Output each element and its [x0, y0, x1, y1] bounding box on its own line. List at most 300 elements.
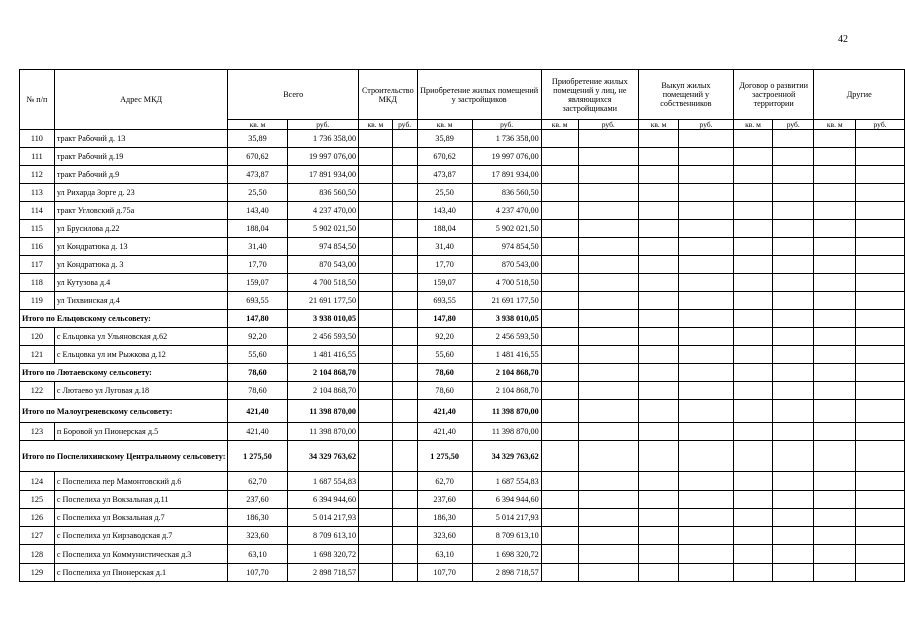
buyout-rub — [679, 400, 734, 423]
buyout-rub — [679, 382, 734, 400]
dev-sqm: 693,55 — [417, 292, 472, 310]
unit-rub: руб. — [679, 120, 734, 130]
table-row — [20, 202, 905, 220]
unit-rub: руб. — [856, 120, 905, 130]
buyout-sqm — [638, 202, 678, 220]
construction-rub — [392, 130, 417, 148]
row-address: ул Тихвинская д.4 — [54, 292, 228, 310]
buyout-rub — [679, 202, 734, 220]
nondev-rub — [578, 202, 638, 220]
other-sqm — [814, 274, 856, 292]
summary-row — [20, 364, 905, 382]
row-address: тракт Рабочий д. 13 — [54, 130, 228, 148]
summary-row — [20, 310, 905, 328]
nondev-rub — [578, 328, 638, 346]
total-sqm: 237,60 — [228, 491, 287, 509]
construction-rub — [392, 274, 417, 292]
nondev-rub — [578, 238, 638, 256]
other-sqm — [814, 292, 856, 310]
construction-rub — [392, 166, 417, 184]
total-sqm: 186,30 — [228, 509, 287, 527]
total-sqm: 147,80 — [228, 310, 287, 328]
buyout-sqm — [638, 364, 678, 382]
summary-label: Итого по Поспелихинскому Центральному сельсовету: — [20, 441, 228, 472]
total-rub: 1 698 320,72 — [287, 545, 359, 564]
buyout-rub — [679, 292, 734, 310]
dev-rub: 870 543,00 — [472, 256, 541, 274]
unit-rub: руб. — [472, 120, 541, 130]
other-sqm — [814, 472, 856, 491]
row-number: 127 — [20, 527, 55, 545]
row-number: 118 — [20, 274, 55, 292]
total-sqm: 670,62 — [228, 148, 287, 166]
row-address: тракт Угловский д.75а — [54, 202, 228, 220]
agreement-rub — [773, 423, 814, 441]
total-sqm: 78,60 — [228, 364, 287, 382]
agreement-rub — [773, 509, 814, 527]
agreement-sqm — [733, 184, 772, 202]
row-number: 117 — [20, 256, 55, 274]
total-sqm: 143,40 — [228, 202, 287, 220]
construction-sqm — [359, 400, 393, 423]
construction-rub — [392, 202, 417, 220]
nondev-sqm — [541, 472, 578, 491]
nondev-sqm — [541, 545, 578, 564]
row-address: с Лютаево ул Луговая д.18 — [54, 382, 228, 400]
unit-rub: руб. — [287, 120, 359, 130]
nondev-rub — [578, 220, 638, 238]
unit-sqm: кв. м — [638, 120, 678, 130]
dev-rub: 5 014 217,93 — [472, 509, 541, 527]
row-number: 121 — [20, 346, 55, 364]
buyout-rub — [679, 220, 734, 238]
row-address: п Боровой ул Пионерская д.5 — [54, 423, 228, 441]
other-sqm — [814, 310, 856, 328]
buyout-sqm — [638, 382, 678, 400]
row-number: 112 — [20, 166, 55, 184]
row-address: ул Кондратюка д. 13 — [54, 238, 228, 256]
nondev-rub — [578, 130, 638, 148]
dev-sqm: 62,70 — [417, 472, 472, 491]
table-row — [20, 527, 905, 545]
row-address: тракт Рабочий д.9 — [54, 166, 228, 184]
row-number: 125 — [20, 491, 55, 509]
buyout-rub — [679, 256, 734, 274]
row-number: 110 — [20, 130, 55, 148]
dev-rub: 4 237 470,00 — [472, 202, 541, 220]
agreement-rub — [773, 382, 814, 400]
buyout-sqm — [638, 184, 678, 202]
total-rub: 3 938 010,05 — [287, 310, 359, 328]
buyout-rub — [679, 364, 734, 382]
total-rub: 2 104 868,70 — [287, 382, 359, 400]
other-rub — [856, 441, 905, 472]
construction-rub — [392, 256, 417, 274]
construction-sqm — [359, 491, 393, 509]
nondev-rub — [578, 166, 638, 184]
other-rub — [856, 202, 905, 220]
nondev-sqm — [541, 274, 578, 292]
dev-sqm: 237,60 — [417, 491, 472, 509]
total-rub: 11 398 870,00 — [287, 400, 359, 423]
nondev-sqm — [541, 148, 578, 166]
total-sqm: 107,70 — [228, 564, 287, 582]
table-row — [20, 292, 905, 310]
dev-rub: 17 891 934,00 — [472, 166, 541, 184]
total-rub: 21 691 177,50 — [287, 292, 359, 310]
agreement-rub — [773, 274, 814, 292]
agreement-rub — [773, 545, 814, 564]
table-row — [20, 238, 905, 256]
other-sqm — [814, 545, 856, 564]
total-rub: 2 456 593,50 — [287, 328, 359, 346]
dev-rub: 4 700 518,50 — [472, 274, 541, 292]
nondev-rub — [578, 491, 638, 509]
row-address: с Ельцовка ул им Рыжкова д.12 — [54, 346, 228, 364]
other-sqm — [814, 527, 856, 545]
nondev-sqm — [541, 346, 578, 364]
agreement-rub — [773, 148, 814, 166]
construction-sqm — [359, 509, 393, 527]
nondev-sqm — [541, 310, 578, 328]
buyout-sqm — [638, 256, 678, 274]
construction-sqm — [359, 166, 393, 184]
construction-rub — [392, 564, 417, 582]
row-number: 122 — [20, 382, 55, 400]
agreement-sqm — [733, 130, 772, 148]
total-rub: 4 700 518,50 — [287, 274, 359, 292]
total-rub: 19 997 076,00 — [287, 148, 359, 166]
construction-sqm — [359, 274, 393, 292]
row-number: 116 — [20, 238, 55, 256]
agreement-sqm — [733, 238, 772, 256]
table-row — [20, 328, 905, 346]
header-agreement: Договор о развитии застроенной территории — [733, 70, 814, 120]
row-number: 129 — [20, 564, 55, 582]
nondev-rub — [578, 545, 638, 564]
row-address: с Поспелиха ул Вокзальная д.11 — [54, 491, 228, 509]
other-sqm — [814, 400, 856, 423]
buyout-sqm — [638, 491, 678, 509]
buyout-sqm — [638, 310, 678, 328]
unit-sqm: кв. м — [359, 120, 393, 130]
construction-sqm — [359, 472, 393, 491]
dev-sqm: 78,60 — [417, 382, 472, 400]
nondev-sqm — [541, 328, 578, 346]
construction-rub — [392, 400, 417, 423]
agreement-sqm — [733, 441, 772, 472]
agreement-sqm — [733, 148, 772, 166]
buyout-sqm — [638, 441, 678, 472]
dev-sqm: 25,50 — [417, 184, 472, 202]
other-rub — [856, 166, 905, 184]
buyout-sqm — [638, 166, 678, 184]
nondev-sqm — [541, 292, 578, 310]
row-address: ул Брусилова д.22 — [54, 220, 228, 238]
total-rub: 17 891 934,00 — [287, 166, 359, 184]
agreement-sqm — [733, 346, 772, 364]
construction-sqm — [359, 423, 393, 441]
buyout-sqm — [638, 130, 678, 148]
total-sqm: 25,50 — [228, 184, 287, 202]
other-sqm — [814, 166, 856, 184]
total-sqm: 92,20 — [228, 328, 287, 346]
total-rub: 2 898 718,57 — [287, 564, 359, 582]
total-sqm: 421,40 — [228, 423, 287, 441]
other-sqm — [814, 491, 856, 509]
buyout-rub — [679, 491, 734, 509]
summary-label: Итого по Малоугреневскому сельсовету: — [20, 400, 228, 423]
total-sqm: 31,40 — [228, 238, 287, 256]
other-sqm — [814, 202, 856, 220]
total-rub: 836 560,50 — [287, 184, 359, 202]
construction-sqm — [359, 148, 393, 166]
buyout-rub — [679, 184, 734, 202]
dev-sqm: 55,60 — [417, 346, 472, 364]
other-sqm — [814, 256, 856, 274]
agreement-sqm — [733, 328, 772, 346]
agreement-sqm — [733, 400, 772, 423]
buyout-rub — [679, 310, 734, 328]
total-sqm: 421,40 — [228, 400, 287, 423]
construction-sqm — [359, 220, 393, 238]
dev-sqm: 473,87 — [417, 166, 472, 184]
dev-rub: 11 398 870,00 — [472, 400, 541, 423]
table-row — [20, 545, 905, 564]
construction-sqm — [359, 441, 393, 472]
buyout-sqm — [638, 238, 678, 256]
construction-rub — [392, 545, 417, 564]
agreement-rub — [773, 292, 814, 310]
agreement-rub — [773, 527, 814, 545]
row-number: 123 — [20, 423, 55, 441]
nondev-rub — [578, 400, 638, 423]
buyout-sqm — [638, 472, 678, 491]
buyout-rub — [679, 130, 734, 148]
nondev-sqm — [541, 509, 578, 527]
row-number: 120 — [20, 328, 55, 346]
other-rub — [856, 509, 905, 527]
nondev-rub — [578, 382, 638, 400]
total-rub: 8 709 613,10 — [287, 527, 359, 545]
total-sqm: 35,89 — [228, 130, 287, 148]
construction-rub — [392, 148, 417, 166]
dev-sqm: 35,89 — [417, 130, 472, 148]
construction-sqm — [359, 292, 393, 310]
other-sqm — [814, 364, 856, 382]
buyout-sqm — [638, 509, 678, 527]
dev-rub: 2 104 868,70 — [472, 364, 541, 382]
row-address: с Поспелиха ул Вокзальная д.7 — [54, 509, 228, 527]
row-address: тракт Рабочий д.19 — [54, 148, 228, 166]
total-rub: 870 543,00 — [287, 256, 359, 274]
nondev-sqm — [541, 382, 578, 400]
dev-sqm: 63,10 — [417, 545, 472, 564]
agreement-sqm — [733, 310, 772, 328]
unit-rub: руб. — [578, 120, 638, 130]
agreement-sqm — [733, 472, 772, 491]
unit-sqm: кв. м — [814, 120, 856, 130]
dev-rub: 836 560,50 — [472, 184, 541, 202]
total-sqm: 188,04 — [228, 220, 287, 238]
dev-rub: 2 456 593,50 — [472, 328, 541, 346]
dev-sqm: 186,30 — [417, 509, 472, 527]
buyout-rub — [679, 527, 734, 545]
construction-sqm — [359, 184, 393, 202]
buyout-rub — [679, 441, 734, 472]
table-row — [20, 564, 905, 582]
nondev-rub — [578, 509, 638, 527]
agreement-rub — [773, 491, 814, 509]
agreement-rub — [773, 220, 814, 238]
other-sqm — [814, 130, 856, 148]
total-rub: 1 481 416,55 — [287, 346, 359, 364]
table-row — [20, 184, 905, 202]
dev-sqm: 188,04 — [417, 220, 472, 238]
nondev-rub — [578, 472, 638, 491]
dev-sqm: 92,20 — [417, 328, 472, 346]
total-rub: 1 687 554,83 — [287, 472, 359, 491]
agreement-rub — [773, 202, 814, 220]
buyout-sqm — [638, 346, 678, 364]
row-address: ул Кутузова д.4 — [54, 274, 228, 292]
nondev-sqm — [541, 491, 578, 509]
total-rub: 974 854,50 — [287, 238, 359, 256]
nondev-rub — [578, 423, 638, 441]
row-number: 119 — [20, 292, 55, 310]
buyout-rub — [679, 166, 734, 184]
dev-sqm: 421,40 — [417, 400, 472, 423]
other-sqm — [814, 184, 856, 202]
dev-rub: 8 709 613,10 — [472, 527, 541, 545]
total-rub: 1 736 358,00 — [287, 130, 359, 148]
buyout-rub — [679, 148, 734, 166]
buyout-rub — [679, 472, 734, 491]
nondev-rub — [578, 256, 638, 274]
nondev-sqm — [541, 202, 578, 220]
other-rub — [856, 238, 905, 256]
summary-label: Итого по Лютаевскому сельсовету: — [20, 364, 228, 382]
table-row — [20, 382, 905, 400]
row-number: 115 — [20, 220, 55, 238]
construction-sqm — [359, 382, 393, 400]
agreement-sqm — [733, 509, 772, 527]
table-row — [20, 491, 905, 509]
table-row — [20, 220, 905, 238]
dev-rub: 3 938 010,05 — [472, 310, 541, 328]
buyout-sqm — [638, 292, 678, 310]
page-number: 42 — [838, 34, 848, 45]
header-total: Всего — [228, 70, 359, 120]
agreement-rub — [773, 184, 814, 202]
total-sqm: 323,60 — [228, 527, 287, 545]
construction-rub — [392, 472, 417, 491]
agreement-rub — [773, 364, 814, 382]
unit-sqm: кв. м — [541, 120, 578, 130]
other-sqm — [814, 346, 856, 364]
table-row — [20, 509, 905, 527]
nondev-sqm — [541, 130, 578, 148]
header-construction: Строительство МКД — [359, 70, 418, 120]
other-rub — [856, 545, 905, 564]
dev-rub: 6 394 944,60 — [472, 491, 541, 509]
buyout-rub — [679, 423, 734, 441]
construction-rub — [392, 310, 417, 328]
construction-sqm — [359, 527, 393, 545]
agreement-rub — [773, 346, 814, 364]
nondev-rub — [578, 441, 638, 472]
summary-row — [20, 441, 905, 472]
nondev-sqm — [541, 564, 578, 582]
agreement-rub — [773, 328, 814, 346]
buyout-sqm — [638, 564, 678, 582]
dev-sqm: 107,70 — [417, 564, 472, 582]
row-address: с Ельцовка ул Ульяновская д.62 — [54, 328, 228, 346]
other-rub — [856, 491, 905, 509]
construction-rub — [392, 184, 417, 202]
construction-sqm — [359, 238, 393, 256]
construction-rub — [392, 364, 417, 382]
agreement-rub — [773, 564, 814, 582]
construction-sqm — [359, 346, 393, 364]
table-row — [20, 472, 905, 491]
buyout-rub — [679, 545, 734, 564]
nondev-rub — [578, 527, 638, 545]
dev-sqm: 670,62 — [417, 148, 472, 166]
total-sqm: 693,55 — [228, 292, 287, 310]
agreement-rub — [773, 256, 814, 274]
unit-rub: руб. — [392, 120, 417, 130]
summary-row — [20, 400, 905, 423]
row-number: 126 — [20, 509, 55, 527]
nondev-sqm — [541, 364, 578, 382]
other-sqm — [814, 220, 856, 238]
total-sqm: 55,60 — [228, 346, 287, 364]
dev-sqm: 159,07 — [417, 274, 472, 292]
construction-sqm — [359, 130, 393, 148]
resettlement-table — [19, 69, 905, 582]
other-sqm — [814, 382, 856, 400]
other-sqm — [814, 328, 856, 346]
header-other: Другие — [814, 70, 905, 120]
table-row — [20, 130, 905, 148]
construction-rub — [392, 527, 417, 545]
row-number: 128 — [20, 545, 55, 564]
construction-rub — [392, 292, 417, 310]
construction-sqm — [359, 202, 393, 220]
other-sqm — [814, 148, 856, 166]
other-sqm — [814, 238, 856, 256]
total-rub: 4 237 470,00 — [287, 202, 359, 220]
buyout-sqm — [638, 545, 678, 564]
dev-rub: 2 104 868,70 — [472, 382, 541, 400]
dev-rub: 21 691 177,50 — [472, 292, 541, 310]
agreement-sqm — [733, 274, 772, 292]
nondev-sqm — [541, 441, 578, 472]
dev-rub: 1 481 416,55 — [472, 346, 541, 364]
table-body — [20, 130, 905, 582]
unit-sqm: кв. м — [417, 120, 472, 130]
row-address: ул Кондратюка д. 3 — [54, 256, 228, 274]
summary-label: Итого по Ельцовскому сельсовету: — [20, 310, 228, 328]
construction-rub — [392, 491, 417, 509]
buyout-sqm — [638, 148, 678, 166]
dev-sqm: 323,60 — [417, 527, 472, 545]
construction-sqm — [359, 256, 393, 274]
nondev-sqm — [541, 184, 578, 202]
other-rub — [856, 400, 905, 423]
agreement-sqm — [733, 364, 772, 382]
